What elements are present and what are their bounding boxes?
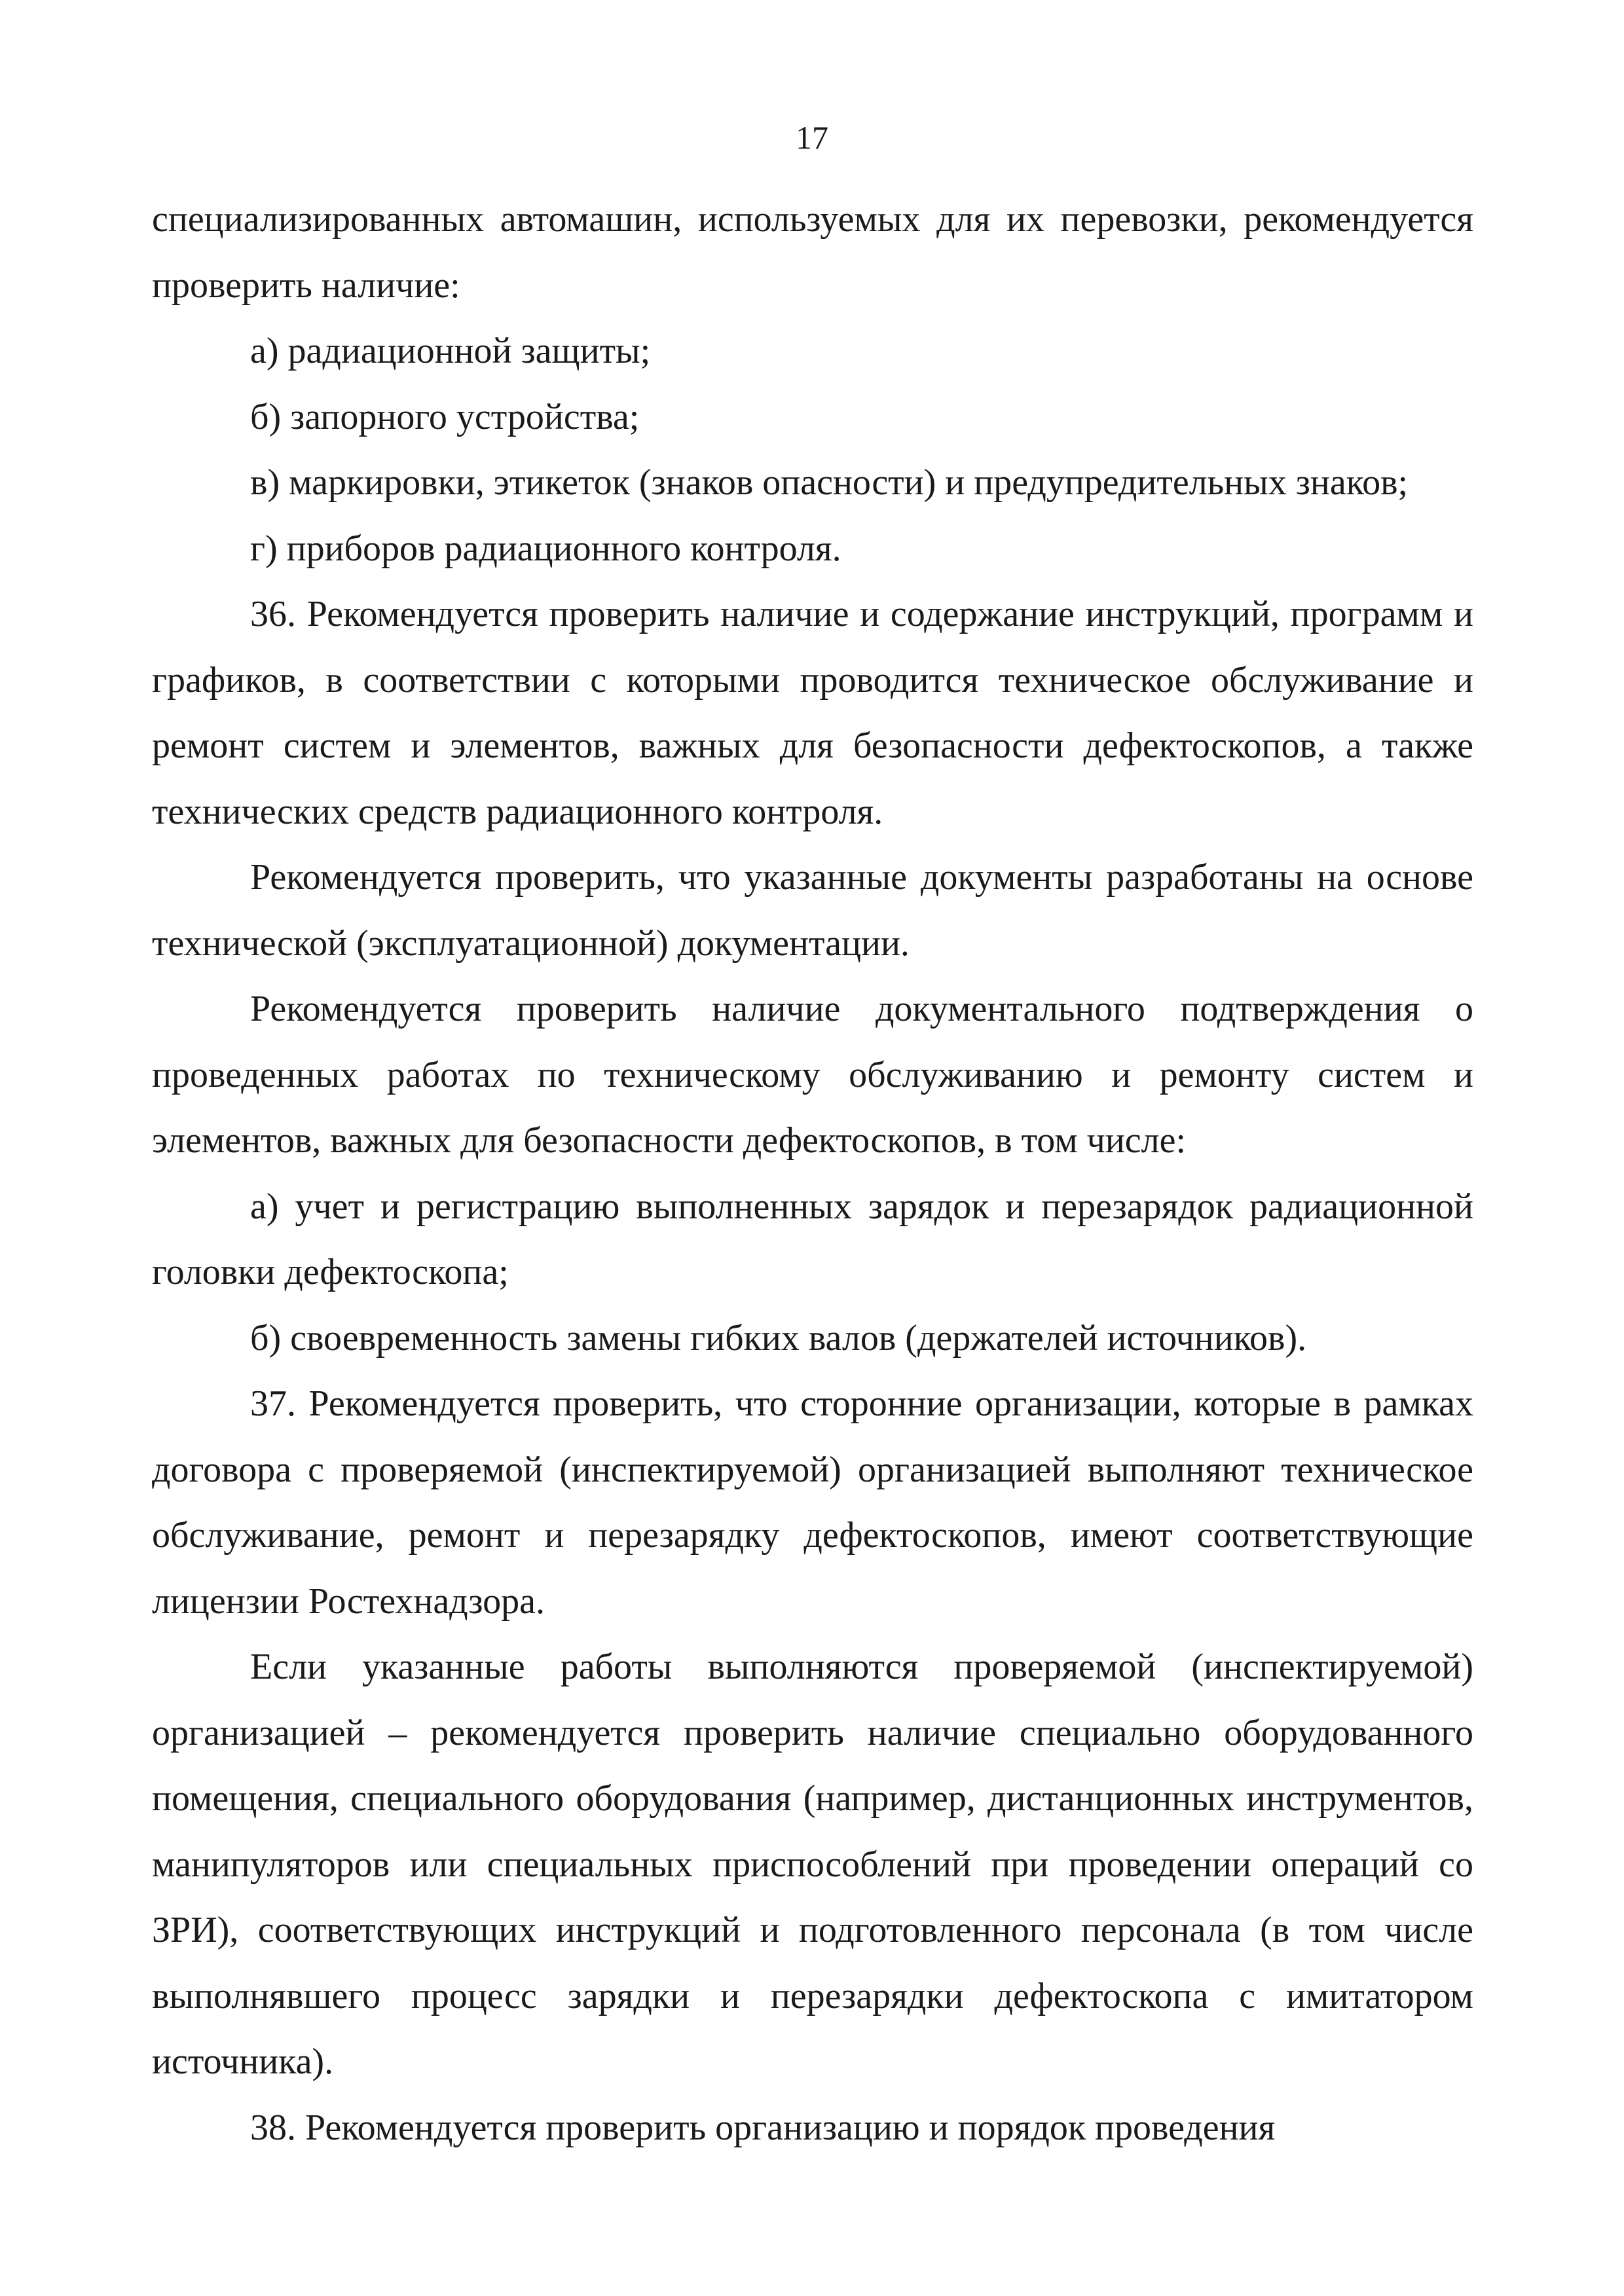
paragraph-36-item-a: а) учет и регистрацию выполненных зарядок и перезарядок радиационной головки дефектоскопа;	[152, 1186, 1473, 1292]
paragraph-38: 38. Рекомендуется проверить организацию и порядок проведения	[250, 2107, 1276, 2148]
page-number: 17	[796, 119, 828, 156]
paragraph-36-docs: Рекомендуется проверить, что указанные документы разработаны на основе технической (эксплуатационной) документации.	[152, 857, 1473, 964]
list-item-g: г) приборов радиационного контроля.	[250, 528, 841, 569]
paragraph-37-own-works: Если указанные работы выполняются проверяемой (инспектируемой) организацией – рекомендуется проверить наличие специально оборудованного помещения, специального оборудования (например, дистанционных инструментов, манипуляторов или специальных приспособлений при проведении операций со ЗРИ), соответствующих инструкций и подготовленного персонала (в том числе выполнявшего процесс зарядки и перезарядки дефектоскопа с имитатором источника).	[152, 1647, 1473, 2082]
paragraph-37: 37. Рекомендуется проверить, что сторонние организации, которые в рамках договора с проверяемой (инспектируемой) организацией выполняют техническое обслуживание, ремонт и перезарядку дефектоскопов, имеют соответствующие лицензии Ростехнадзора.	[152, 1383, 1473, 1622]
list-item-a: а) радиационной защиты;	[250, 331, 651, 371]
document-body	[152, 187, 1473, 2160]
paragraph-36: 36. Рекомендуется проверить наличие и содержание инструкций, программ и графиков, в соответствии с которыми проводится техническое обслуживание и ремонт систем и элементов, важных для безопасности дефектоскопов, а также технических средств радиационного контроля.	[152, 594, 1473, 832]
list-item-b: б) запорного устройства;	[250, 396, 640, 437]
list-item-v: в) маркировки, этикеток (знаков опасности) и предупредительных знаков;	[250, 462, 1409, 503]
paragraph-36-confirmation: Рекомендуется проверить наличие документального подтверждения о проведенных работах по техническому обслуживанию и ремонту систем и элементов, важных для безопасности дефектоскопов, в том числе:	[152, 989, 1473, 1161]
paragraph-36-item-b: б) своевременность замены гибких валов (держателей источников).	[250, 1317, 1307, 1358]
paragraph-continuation: специализированных автомашин, используемых для их перевозки, рекомендуется проверить наличие:	[152, 199, 1473, 306]
